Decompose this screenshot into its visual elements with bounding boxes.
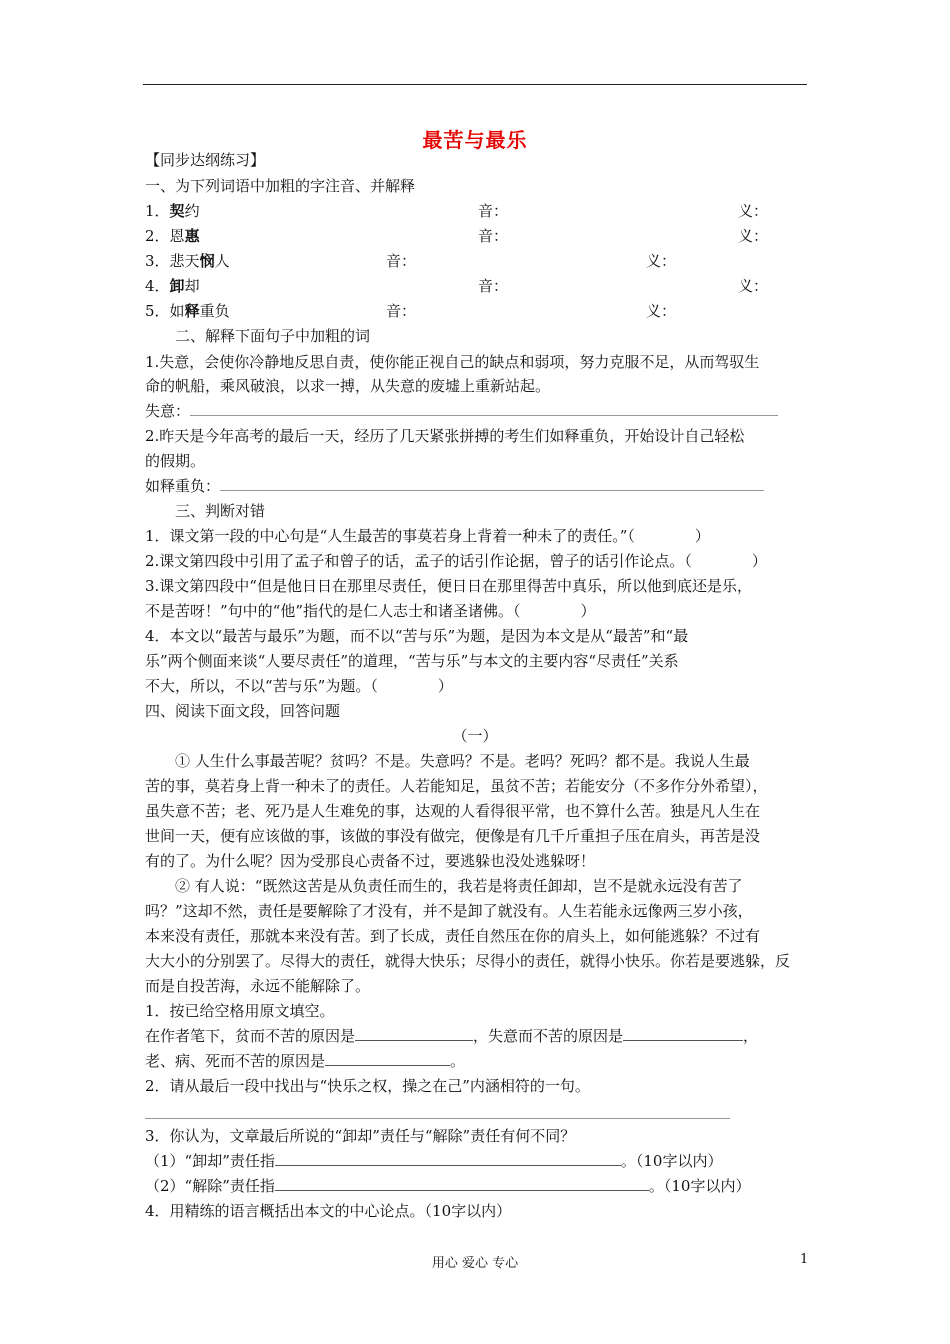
q1-item-1-yi: 义： xyxy=(738,202,769,220)
passage-line: 世间一天，便有应该做的事，该做的事没有做完，便像是有几千斤重担子压在肩头，再苦是没 xyxy=(145,827,761,845)
q4-sub4: 4．用精练的语言概括出本文的中心论点。（10字以内） xyxy=(145,1202,512,1220)
q2-s1-line1: 1.失意，会使你冷静地反思自责，使你能正视自己的缺点和弱项，努力克服不足，从而驾驭生 xyxy=(145,353,760,371)
q4-sub3: 3．你认为，文章最后所说的“卸却”责任与“解除”责任有何不同？ xyxy=(145,1127,576,1145)
page-number: 1 xyxy=(800,1252,809,1267)
answer-blank[interactable] xyxy=(623,1026,743,1041)
q1-item-1-yin: 音： xyxy=(478,202,509,220)
passage-line: 而是自投苦海，永远不能解除了。 xyxy=(145,977,371,995)
q4-sub2: 2．请从最后一段中找出与“快乐之权，操之在己”内涵相符的一句。 xyxy=(145,1077,590,1095)
passage-line: 本来没有责任，那就本来没有苦。到了长成，责任自然压在你的肩头上，如何能逃躲？不过有 xyxy=(145,927,761,945)
q1-item-2-yin: 音： xyxy=(478,227,509,245)
page-footer: 用心 爱心 专心 xyxy=(431,1256,519,1271)
q1-item-2-yi: 义： xyxy=(738,227,769,245)
answer-blank[interactable] xyxy=(275,1151,621,1166)
q4-sub3-2: （2）“解除”责任指 。（10字以内） xyxy=(145,1177,751,1195)
q1-item-3: 3．悲天悯人 xyxy=(145,252,230,270)
q3-item-4-line3: 不大，所以，不以“苦与乐”为题。（ ） xyxy=(145,677,453,695)
q2-s2-answer: 如释重负： xyxy=(145,476,764,496)
q1-item-5-yi: 义： xyxy=(646,302,677,320)
section-header: 【同步达纲练习】 xyxy=(145,151,266,169)
q1-heading: 一、为下列词语中加粗的字注音、并解释 xyxy=(145,177,416,195)
q4-sub1-fill-line1: 在作者笔下，贫而不苦的原因是 ，失意而不苦的原因是 ， xyxy=(145,1027,759,1045)
q1-item-4-yin: 音： xyxy=(478,277,509,295)
passage-line: ② 有人说：“既然这苦是从负责任而生的，我若是将责任卸却，岂不是就永远没有苦了 xyxy=(175,877,743,895)
q2-s1-line2: 命的帆船，乘风破浪，以求一搏，从失意的废墟上重新站起。 xyxy=(145,377,551,395)
answer-blank[interactable] xyxy=(190,401,778,416)
answer-blank[interactable] xyxy=(220,476,764,491)
q3-item-4-line1: 4．本文以“最苦与最乐”为题，而不以“苦与乐”为题，是因为本文是从“最苦”和“最 xyxy=(145,627,689,645)
q4-part-label: （一） xyxy=(452,727,498,745)
answer-blank[interactable] xyxy=(355,1026,473,1041)
q1-item-4: 4．卸却 xyxy=(145,277,200,295)
q1-item-2: 2．恩惠 xyxy=(145,227,200,245)
q1-item-3-yi: 义： xyxy=(646,252,677,270)
q4-heading: 四、阅读下面文段，回答问题 xyxy=(145,702,341,720)
q4-sub1-heading: 1．按已给空格用原文填空。 xyxy=(145,1002,335,1020)
header-rule xyxy=(143,84,807,85)
q1-item-1: 1．契约 xyxy=(145,202,200,220)
passage-line: ① 人生什么事最苦呢？贫吗？不是。失意吗？不是。老吗？死吗？都不是。我说人生最 xyxy=(175,752,750,770)
q4-sub1-fill-line2: 老、病、死而不苦的原因是 。 xyxy=(145,1052,466,1070)
q3-item-1: 1．课文第一段的中心句是“人生最苦的事莫若身上背着一种未了的责任。”（ ） xyxy=(145,527,710,545)
passage-line: 有的了。为什么呢？因为受那良心责备不过，要逃躲也没处逃躲呀！ xyxy=(145,852,596,870)
q4-sub3-1: （1）“卸却”责任指 。（10字以内） xyxy=(145,1152,723,1170)
answer-blank[interactable] xyxy=(275,1176,649,1191)
q2-s2-line1: 2.昨天是今年高考的最后一天，经历了几天紧张拼搏的考生们如释重负，开始设计自己轻松 xyxy=(145,427,745,445)
answer-blank[interactable] xyxy=(325,1051,450,1066)
q3-item-2: 2.课文第四段中引用了孟子和曾子的话，孟子的话引作论据，曾子的话引作论点。（ ） xyxy=(145,552,767,570)
q1-item-4-yi: 义： xyxy=(738,277,769,295)
q3-item-3-line2: 不是苦呀！”句中的“他”指代的是仁人志士和诸圣诸佛。（ ） xyxy=(145,602,596,620)
passage-line: 苦的事，莫若身上背一种未了的责任。人若能知足，虽贫不苦；若能安分（不多作分外希望）， xyxy=(145,777,768,795)
q4-sub2-answer-line xyxy=(145,1104,730,1124)
q2-heading: 二、解释下面句子中加粗的词 xyxy=(175,327,371,345)
answer-blank[interactable] xyxy=(145,1104,730,1119)
passage-line: 大大小的分别罢了。尽得大的责任，就得大快乐；尽得小的责任，就得小快乐。你若是要逃躲，反 xyxy=(145,952,791,970)
q1-item-3-yin: 音： xyxy=(386,252,417,270)
q1-item-5: 5．如释重负 xyxy=(145,302,230,320)
q3-item-4-line2: 乐”两个侧面来谈“人要尽责任”的道理，“苦与乐”与本文的主要内容“尽责任”关系 xyxy=(145,652,679,670)
passage-line: 虽失意不苦；老、死乃是人生难免的事，达观的人看得很平常，也不算什么苦。独是凡人生在 xyxy=(145,802,761,820)
q1-item-5-yin: 音： xyxy=(386,302,417,320)
page-title: 最苦与最乐 xyxy=(422,128,528,152)
q3-heading: 三、判断对错 xyxy=(175,502,266,520)
q2-s1-answer: 失意： xyxy=(145,401,778,421)
q2-s2-line2: 的假期。 xyxy=(145,452,206,470)
q3-item-3-line1: 3.课文第四段中“但是他日日在那里尽责任，便日日在那里得苦中真乐，所以他到底还是乐， xyxy=(145,577,752,595)
passage-line: 吗？”这却不然，责任是要解除了才没有，并不是卸了就没有。人生若能永远像两三岁小孩， xyxy=(145,902,753,920)
